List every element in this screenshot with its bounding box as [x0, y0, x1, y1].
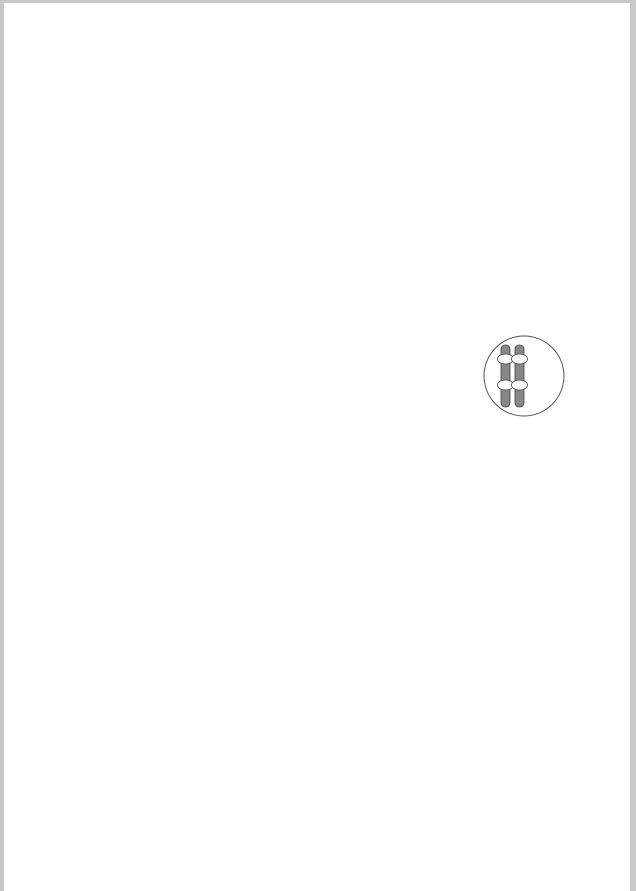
q6-chromosome-figure [470, 332, 580, 422]
exam-page [4, 3, 630, 891]
